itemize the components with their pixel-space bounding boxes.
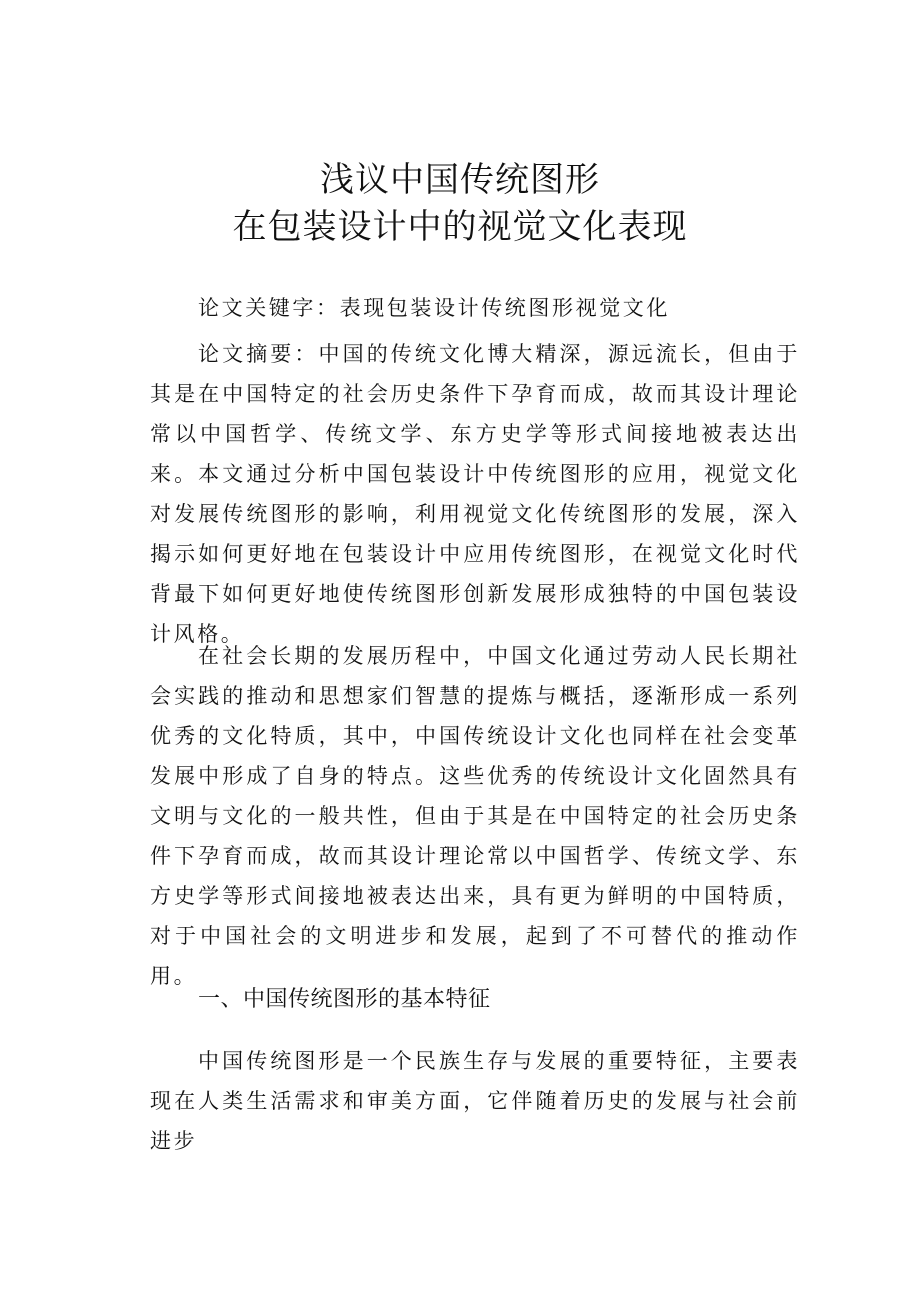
section-paragraph: 中国传统图形是一个民族生存与发展的重要特征，主要表现在人类生活需求和审美方面，它伴随着历史的发展与社会前进步 bbox=[150, 1049, 800, 1153]
keywords-paragraph: 论文关键字：表现包装设计传统图形视觉文化 bbox=[198, 296, 670, 320]
document-title-line-1: 浅议中国传统图形 bbox=[320, 160, 600, 200]
document-title-line-2: 在包装设计中的视觉文化表现 bbox=[232, 207, 688, 247]
abstract-paragraph: 论文摘要：中国的传统文化博大精深，源远流长，但由于其是在中国特定的社会历史条件下孕育而成，故而其设计理论常以中国哲学、传统文学、东方史学等形式间接地被表达出来。本文通过分析中国包装设计中传统图形的应用，视觉文化对发展传统图形的影响，利用视觉文化传统图形的发展，深入揭示如何更好地在包装设计中应用传统图形，在视觉文化时代背最下如何更好地使传统图形创新发展形成独特的中国包装设计风格。 bbox=[150, 342, 800, 646]
section-heading: 一、中国传统图形的基本特征 bbox=[198, 987, 491, 1012]
intro-paragraph: 在社会长期的发展历程中，中国文化通过劳动人民长期社会实践的推动和思想家们智慧的提炼与概括，逐渐形成一系列优秀的文化特质，其中，中国传统设计文化也同样在社会变革发展中形成了自身的特点。这些优秀的传统设计文化固然具有文明与文化的一般共性，但由于其是在中国特定的社会历史条件下孕育而成，故而其设计理论常以中国哲学、传统文学、东方史学等形式间接地被表达出来，具有更为鲜明的中国特质，对于中国社会的文明进步和发展，起到了不可替代的推动作用。 bbox=[150, 644, 800, 988]
